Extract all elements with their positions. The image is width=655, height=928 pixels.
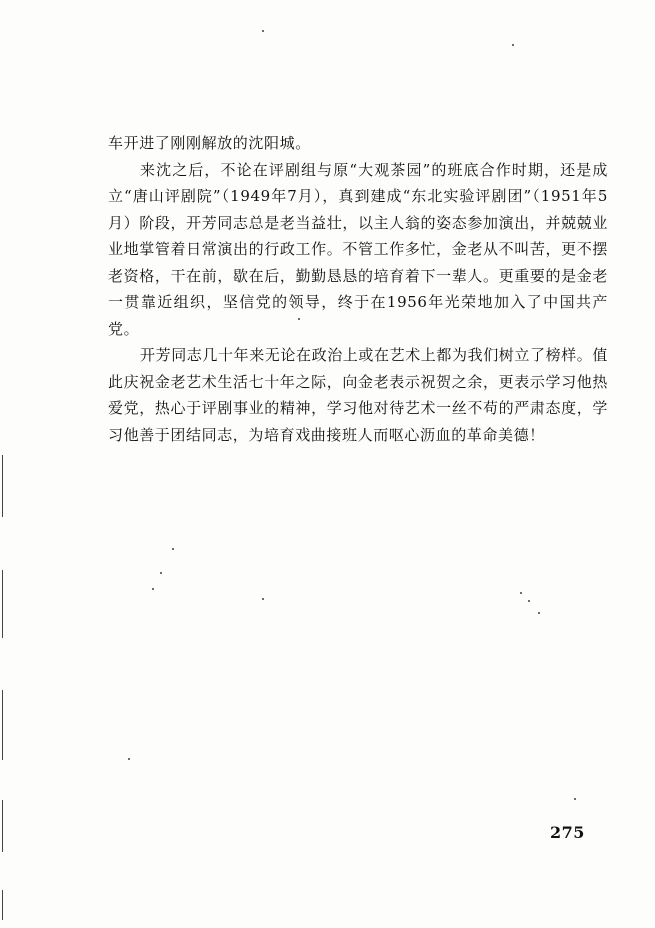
scan-speck <box>262 598 264 600</box>
scan-speck <box>512 44 514 46</box>
scan-edge-mark <box>2 455 3 517</box>
scan-speck <box>262 30 264 32</box>
scan-speck <box>172 548 174 550</box>
scan-speck <box>574 798 576 800</box>
scan-speck <box>160 572 162 574</box>
page-number: 275 <box>550 823 585 842</box>
scan-edge-mark <box>2 890 3 920</box>
body-text <box>108 130 608 448</box>
scan-speck <box>520 592 522 594</box>
scan-edge-mark <box>2 800 3 852</box>
scan-speck <box>152 588 154 590</box>
scan-edge-mark <box>2 570 3 638</box>
scan-speck <box>528 600 530 602</box>
paragraph-continued: 车开进了刚刚解放的沈阳城。 <box>108 134 311 152</box>
scan-speck <box>538 612 540 614</box>
scan-edge-mark <box>2 690 3 760</box>
paragraph: 开芳同志几十年来无论在政治上或在艺术上都为我们树立了榜样。值此庆祝金老艺术生活七十年之际，向金老表示祝贺之余，更表示学习他热爱党，热心于评剧事业的精神，学习他对待艺术一丝不苟的严肃态度，学习他善于团结同志，为培育戏曲接班人而呕心沥血的革命美德！ <box>108 346 609 444</box>
scan-speck <box>128 758 130 760</box>
paragraph: 来沈之后，不论在评剧组与原“大观茶园”的班底合作时期，还是成立“唐山评剧院”（1949年7月），真到建成“东北实验评剧团”（1951年5月）阶段，开芳同志总是老当益壮，以主人翁的姿态参加演出，并兢兢业业地掌管着日常演出的行政工作。不管工作多忙，金老从不叫苦，更不摆老资格，干在前，歇在后，勤勤恳恳的培育着下一辈人。更重要的是金老一贯靠近组织，坚信党的领导，终于在1956年光荣地加入了中国共产党。 <box>108 160 608 338</box>
